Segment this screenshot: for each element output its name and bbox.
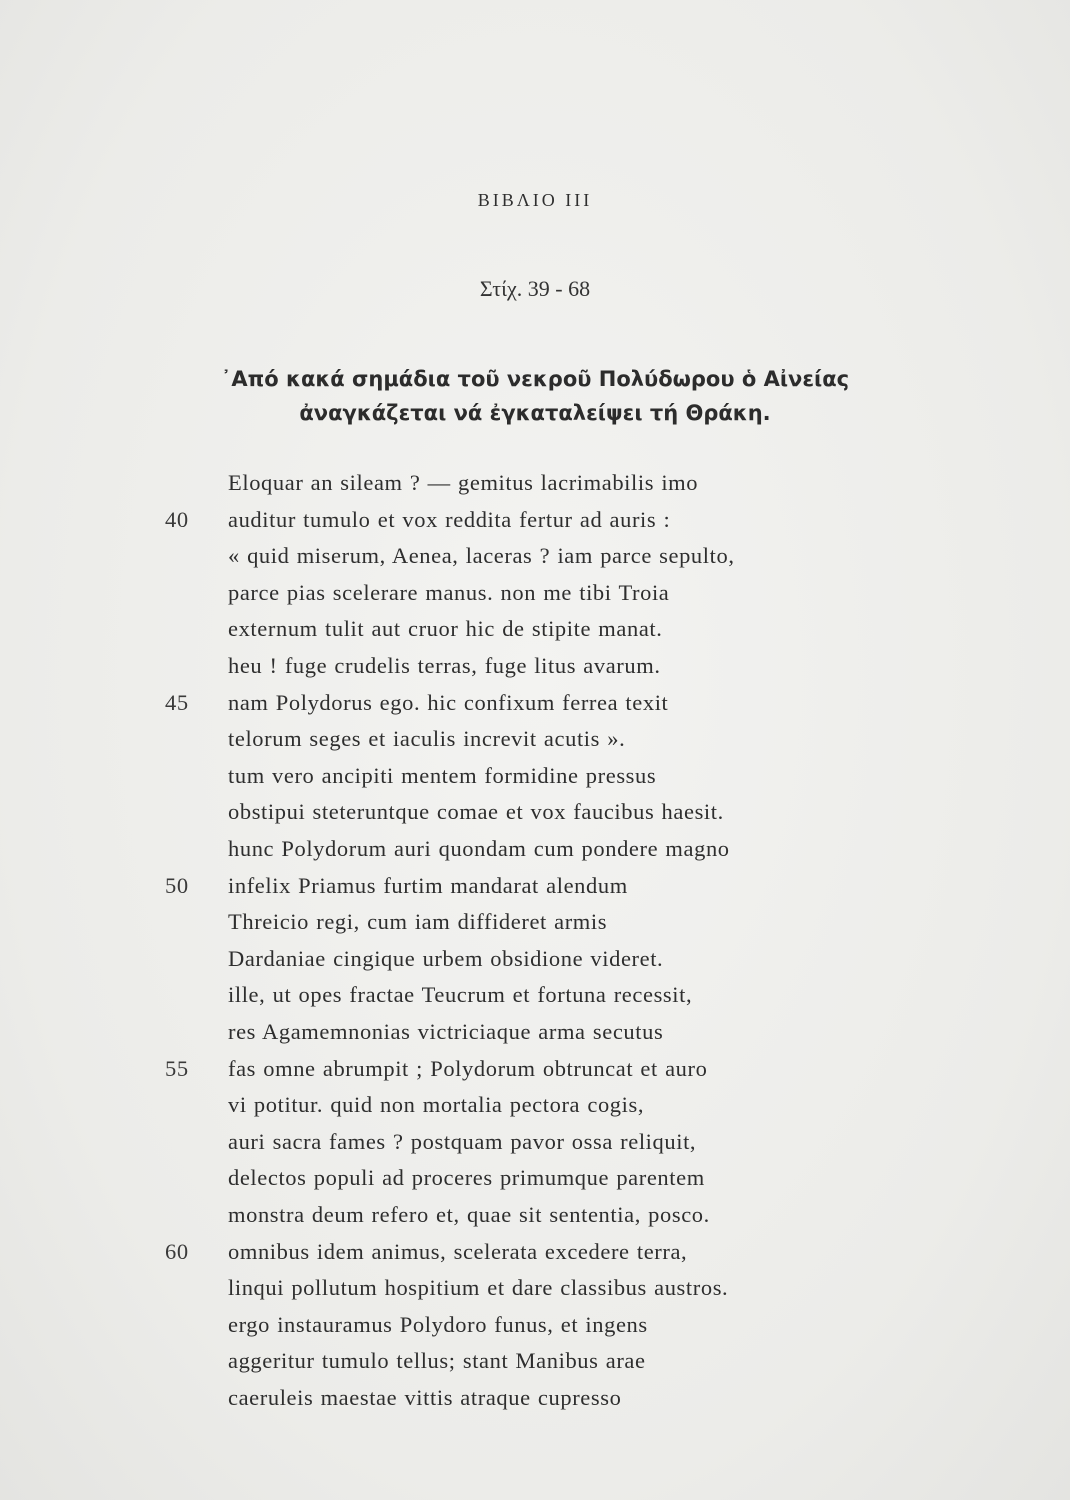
poem-line <box>0 1092 1070 1128</box>
poem-line <box>0 763 1070 799</box>
verse-text: nam Polydorus ego. hic confixum ferrea texit <box>228 689 669 715</box>
verse-text: « quid miserum, Aenea, laceras ? iam parce sepulto, <box>228 543 735 569</box>
verse-text: ille, ut opes fractae Teucrum et fortuna recessit, <box>228 982 693 1008</box>
verse-text: heu ! fuge crudelis terras, fuge litus avarum. <box>228 653 661 678</box>
verse-text: Eloquar an sileam ? — gemitus lacrimabilis imo <box>228 470 699 495</box>
verse-text: caeruleis maestae vittis atraque cupresso <box>228 1385 622 1410</box>
greek-summary <box>0 362 1070 430</box>
verse-text: res Agamemnonias victriciaque arma secutus <box>228 1019 664 1044</box>
verse-text: monstra deum refero et, quae sit sententia, posco. <box>228 1202 710 1227</box>
latin-poem <box>0 470 1070 1470</box>
line-number: 45 <box>165 689 189 715</box>
poem-line <box>0 836 1070 872</box>
verse-text: infelix Priamus furtim mandarat alendum <box>228 872 628 898</box>
verse-text: tum vero ancipiti mentem formidine pressus <box>228 762 657 788</box>
line-number: 60 <box>165 1238 189 1264</box>
summary-line-1: ᾿Από κακά σημάδια τοῦ νεκροῦ Πολύδωρου ὁ Αἰνείας <box>220 367 850 391</box>
poem-line <box>0 653 1070 689</box>
poem-line <box>0 909 1070 945</box>
poem-line <box>0 1019 1070 1055</box>
summary-line-2: ἀναγκάζεται νά ἐγκαταλείψει τή Θράκη. <box>299 401 771 425</box>
verse-text: ergo instauramus Polydoro funus, et ingens <box>228 1311 648 1337</box>
verse-text: externum tulit aut cruor hic de stipite manat. <box>228 616 663 642</box>
poem-line <box>0 1312 1070 1348</box>
poem-line <box>0 1165 1070 1201</box>
poem-line <box>0 1348 1070 1384</box>
poem-line <box>0 726 1070 762</box>
verses-reference: Στίχ. 39 - 68 <box>479 276 591 301</box>
line-number: 40 <box>165 506 189 532</box>
book-title: ΒΙΒΛΙΟ ΙΙΙ <box>477 190 593 210</box>
poem-line <box>0 580 1070 616</box>
line-number: 50 <box>165 872 189 898</box>
poem-line <box>0 543 1070 579</box>
verse-text: fas omne abrumpit ; Polydorum obtruncat et auro <box>228 1055 708 1081</box>
poem-line <box>0 982 1070 1018</box>
verse-text: vi potitur. quid non mortalia pectora cogis, <box>228 1092 645 1118</box>
poem-line <box>0 690 1070 726</box>
poem-line <box>0 1385 1070 1421</box>
verse-text: linqui pollutum hospitium et dare classibus austros. <box>228 1275 729 1301</box>
poem-line <box>0 470 1070 506</box>
verse-text: auri sacra fames ? postquam pavor ossa reliquit, <box>228 1128 697 1154</box>
verse-text: aggeritur tumulo tellus; stant Manibus arae <box>228 1348 646 1374</box>
poem-line <box>0 1202 1070 1238</box>
verse-text: hunc Polydorum auri quondam cum pondere magno <box>228 836 730 861</box>
poem-line <box>0 1239 1070 1275</box>
line-number: 55 <box>165 1055 189 1081</box>
poem-line <box>0 507 1070 543</box>
verse-text: parce pias scelerare manus. non me tibi Troia <box>228 579 670 605</box>
verse-text: telorum seges et iaculis increvit acutis ». <box>228 726 626 752</box>
verse-text: Threicio regi, cum iam diffideret armis <box>228 909 608 935</box>
verse-text: delectos populi ad proceres primumque parentem <box>228 1165 705 1191</box>
poem-line <box>0 799 1070 835</box>
verse-text: omnibus idem animus, scelerata excedere terra, <box>228 1238 688 1264</box>
poem-line <box>0 1275 1070 1311</box>
verse-text: Dardaniae cingique urbem obsidione videret. <box>228 945 664 971</box>
poem-line <box>0 946 1070 982</box>
poem-line <box>0 1129 1070 1165</box>
poem-line <box>0 616 1070 652</box>
verse-text: obstipui steteruntque comae et vox faucibus haesit. <box>228 799 724 825</box>
verse-text: auditur tumulo et vox reddita fertur ad auris : <box>228 506 671 532</box>
poem-line <box>0 873 1070 909</box>
poem-line <box>0 1056 1070 1092</box>
